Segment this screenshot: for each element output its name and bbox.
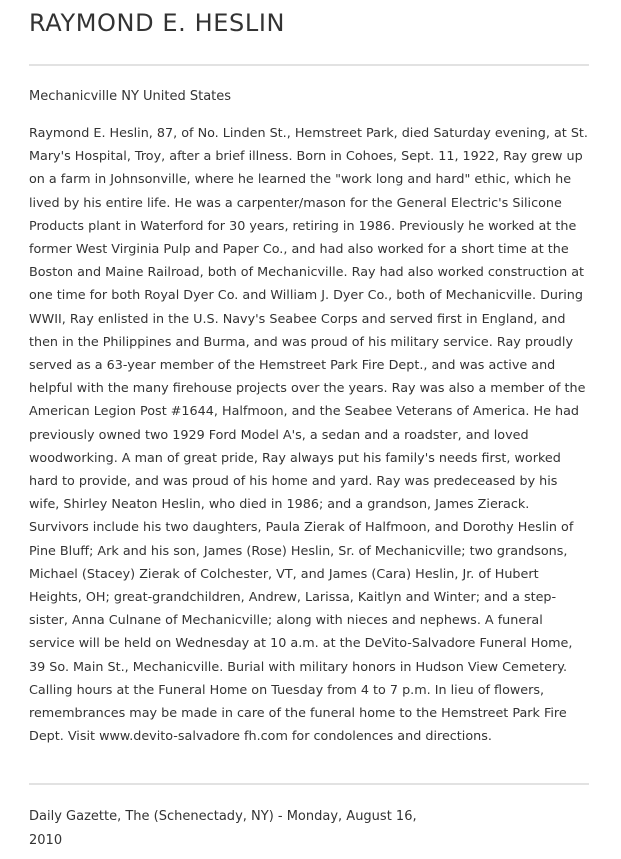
obituary-body: Raymond E. Heslin, 87, of No. Linden St., Hemstreet Park, died Saturday evening, at St. Mary's Hospital, Troy, after a brief illness. Born in Cohoes, Sept. 11, 1922, Ray grew up on a farm in Johnsonville, where he learned the "work long and hard" ethic, which he lived by his entire life. He was a carpenter/mason for the General Electric's Silicone Products plant in Waterford for 30 years, retiring in 1986. Previously he worked at the former West Virginia Pulp and Paper Co., and had also worked for a short time at the Boston and Maine Railroad, both of Mechanicville. Ray had also worked construction at one time for both Royal Dyer Co. and William J. Dyer Co., both of Mechanicville. During WWII, Ray enlisted in the U.S. Navy's Seabee Corps and served first in England, and then in the Philippines and Burma, and was proud of his military service. Ray proudly served as a 63-year member of the Hemstreet Park Fire Dept., and was active and helpful with the many firehouse projects over the years. Ray was also a member of the American Legion Post #1644, Halfmoon, and the Seabee Veterans of America. He had previously owned two 1929 Ford Model A's, a sedan and a roadster, and loved woodworking. A man of great pride, Ray always put his family's needs first, worked hard to provide, and was proud of his home and yard. Ray was predeceased by his wife, Shirley Neaton Heslin, who died in 1986; and a grandson, James Zierack. Survivors include his two daughters, Paula Zierak of Halfmoon, and Dorothy Heslin of Pine Bluff; Ark and his son, James (Rose) Heslin, Sr. of Mechanicville; two grandsons, Michael (Stacey) Zierak of Colchester, VT, and James (Cara) Heslin, Jr. of Hubert Heights, OH; great-grandchildren, Andrew, Larissa, Kaitlyn and Winter; and a step-sister, Anna Culnane of Mechanicville; along with nieces and nephews. A funeral service will be held on Wednesday at 10 a.m. at the DeVito-Salvadore Funeral Home, 39 So. Main St., Mechanicville. Burial with military honors in Hudson View Cemetery. Calling hours at the Funeral Home on Tuesday from 4 to 7 p.m. In lieu of flowers, remembrances may be made in care of the funeral home to the Hemstreet Park Fire Dept. Visit www.devito-salvadore fh.com for condolences and directions.	[29, 126, 588, 745]
bottom-divider	[29, 783, 589, 785]
obituary-title: RAYMOND E. HESLIN	[29, 9, 286, 37]
obituary-location: Mechanicville NY United States	[29, 89, 232, 104]
obituary-page	[29, 0, 589, 848]
obituary-source: Daily Gazette, The (Schenectady, NY) - Monday, August 16, 2010	[29, 809, 417, 848]
